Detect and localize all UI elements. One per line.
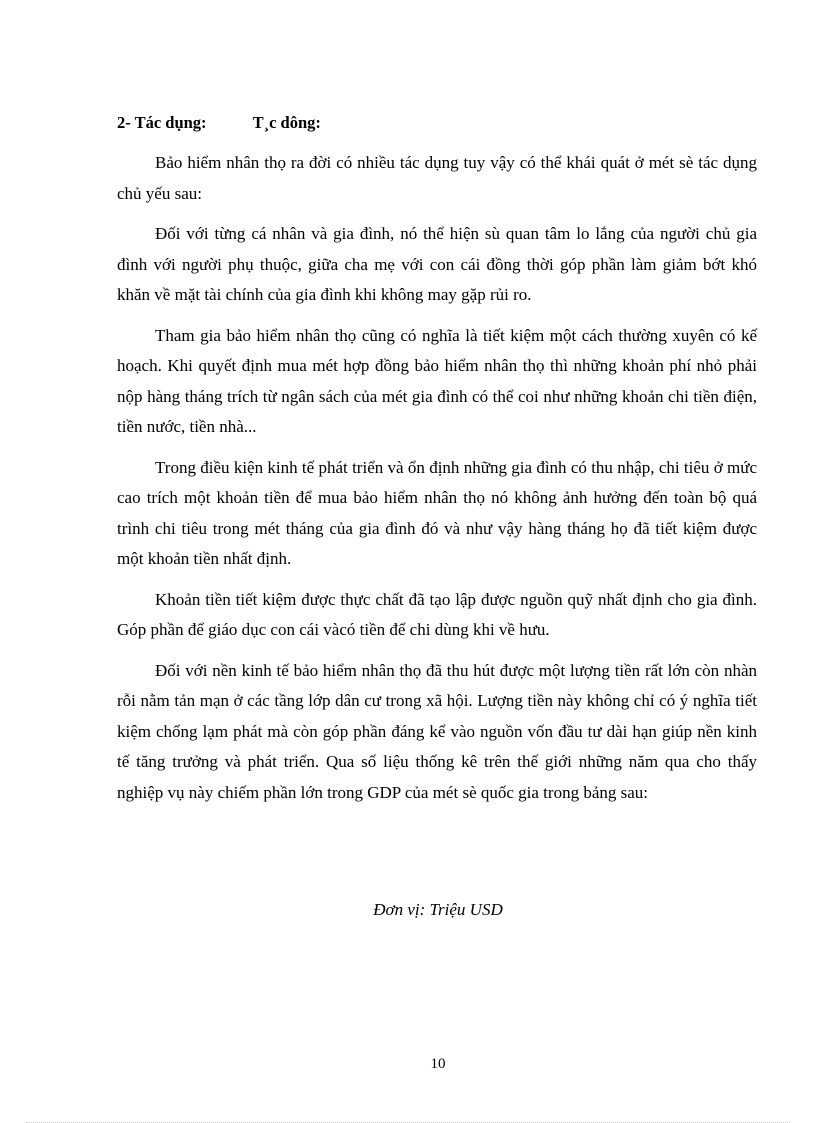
paragraph: Trong điều kiện kinh tế phát triển và ổn định những gia đình có thu nhập, chi tiêu ở mức cao trích một khoản tiền để mua bảo hiểm nhân thọ nó không ảnh hưởng đến toàn bộ quá trình chi tiêu trong mét tháng của gia đình đó và như vậy hàng tháng họ đã tiết kiệm được một khoản tiền nhất định. — [117, 457, 757, 568]
paragraph: Tham gia bảo hiểm nhân thọ cũng có nghĩa là tiết kiệm một cách thường xuyên có kế hoạch. Khi quyết định mua mét hợp đồng bảo hiểm nhân thọ thì những khoản phí nhỏ phải nộp hàng tháng trích từ ngân sách của mét gia đình có thể coi như những khoản chi tiền điện, tiền nước, tiền nhà... — [117, 325, 757, 436]
section-heading — [117, 113, 321, 133]
paragraph: Bảo hiểm nhân thọ ra đời có nhiều tác dụng tuy vậy có thể khái quát ở mét sè tác dụng chủ yếu sau: — [117, 153, 757, 203]
unit-note: Đơn vị: Triệu USD — [373, 900, 503, 919]
paragraph: Khoản tiền tiết kiệm được thực chất đã tạo lập được nguồn quỹ nhất định cho gia đình. Góp phần để giáo dục con cái vàcó tiền để chi dùng khi về hưu. — [117, 589, 757, 639]
section-title-alt: T¸c dông: — [252, 113, 321, 132]
section-title: 2- Tác dụng: — [117, 113, 207, 132]
body-text — [117, 148, 757, 818]
paragraph: Đối với nền kinh tế bảo hiểm nhân thọ đã thu hút được một lượng tiền rất lớn còn nhàn rỗi nằm tản mạn ở các tầng lớp dân cư trong xã hội. Lượng tiền này không chỉ có ý nghĩa tiết kiệm chống lạm phát mà còn góp phần đáng kể vào nguồn vốn đầu tư dài hạn giúp nền kinh tế tăng trưởng và phát triển. Qua số liệu thống kê trên thế giới những năm qua cho thấy nghiệp vụ này chiếm phần lớn trong GDP của mét sè quốc gia trong bảng sau: — [117, 660, 757, 802]
page-number: 10 — [430, 1056, 446, 1072]
paragraph: Đối với từng cá nhân và gia đình, nó thể hiện sù quan tâm lo lắng của người chủ gia đình với người phụ thuộc, giữa cha mẹ với con cái đồng thời góp phần làm giảm bớt khó khăn về mặt tài chính của gia đình khi không may gặp rủi ro. — [117, 224, 757, 304]
